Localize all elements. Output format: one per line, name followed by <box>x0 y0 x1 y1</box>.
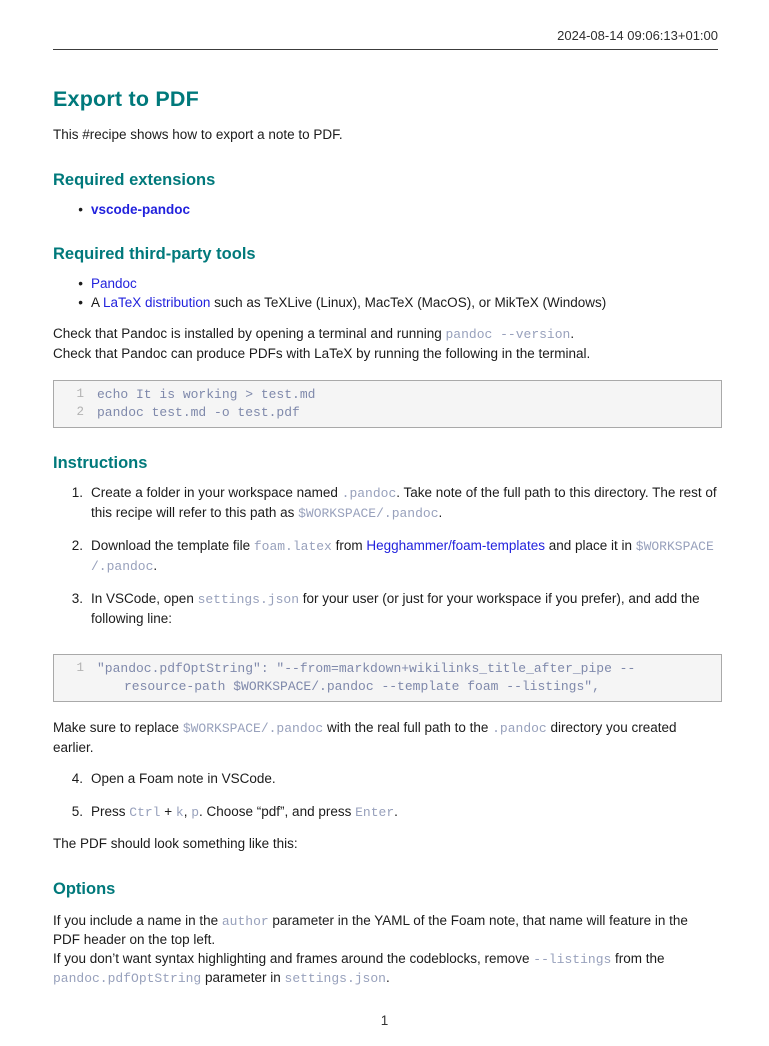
header-rule <box>53 49 718 50</box>
text-run: A <box>91 294 104 310</box>
instructions-list-continued <box>53 770 718 822</box>
instruction-step-5 <box>53 803 718 823</box>
code-text: "pandoc.pdfOptString": "--from=markdown+wikilinks_title_after_pipe -- <box>97 661 636 676</box>
text-run: This #recipe shows how to export a note to PDF. <box>53 127 343 142</box>
make-sure-paragraph <box>53 719 718 757</box>
step-text <box>91 484 718 523</box>
link-latex-distribution[interactable]: LaTeX distribution <box>103 294 211 310</box>
line-number: 2 <box>76 404 84 419</box>
bullet-icon: • <box>78 276 83 291</box>
text-run: from <box>331 538 367 553</box>
link-pandoc[interactable]: Pandoc <box>91 276 137 291</box>
instruction-step-1 <box>53 484 718 523</box>
step-text <box>91 770 718 789</box>
inline-code: pandoc.pdfOptString <box>53 971 202 986</box>
text-run: If you don’t want syntax highlighting and frames around the codeblocks, remove <box>53 950 534 966</box>
list-item-text <box>91 294 718 313</box>
list-item-text <box>91 201 718 220</box>
text-run: . <box>570 326 575 341</box>
options-paragraph <box>53 912 718 989</box>
inline-code: .pandoc <box>341 486 397 501</box>
inline-code: Enter <box>355 804 395 820</box>
inline-code: Ctrl <box>129 804 161 820</box>
list-item-text <box>91 275 718 294</box>
header-timestamp: 2024-08-14 09:06:13+01:00 <box>557 28 718 43</box>
text-run: Check that Pandoc can produce PDFs with LaTeX by running the following in the terminal. <box>53 345 591 361</box>
extensions-list <box>53 201 718 220</box>
list-item <box>53 275 718 294</box>
text-run: . <box>438 504 443 520</box>
text-run: Create a folder in your workspace named <box>91 485 342 500</box>
check-paragraph <box>53 325 718 363</box>
list-item <box>53 294 718 313</box>
line-number: 1 <box>76 661 84 675</box>
instruction-step-3 <box>53 590 718 628</box>
code-text: resource-path $WORKSPACE/.pandoc --template foam --listings", <box>124 678 600 694</box>
inline-code: author <box>221 913 269 929</box>
list-item <box>53 201 718 220</box>
step-number: 2. <box>71 538 83 553</box>
text-run: + <box>160 803 176 819</box>
page-content <box>53 28 718 1002</box>
inline-code: .pandoc <box>492 721 547 736</box>
text-run: such as TeXLive (Linux), MacTeX (MacOS), or MikTeX (Windows) <box>210 294 607 310</box>
text-run: for your user (or just for your workspace if you prefer), and add the following line: <box>91 591 700 626</box>
text-run: . <box>153 557 158 573</box>
inline-code: $WORKSPACE <box>635 539 714 554</box>
text-run: Make sure to replace <box>53 720 183 735</box>
bullet-icon: • <box>78 294 83 310</box>
text-run: . Take note of the full path to this directory. The rest of this recipe will refer to this path as <box>91 485 717 520</box>
text-run: directory you created earlier. <box>53 720 677 755</box>
section-heading-required-extensions: Required extensions <box>53 170 216 189</box>
inline-code: $WORKSPACE/.pandoc <box>298 505 439 521</box>
text-run: If you include a name in the <box>53 912 222 928</box>
text-run: parameter in <box>201 970 285 985</box>
text-run: and place it in <box>544 538 636 553</box>
section-heading-instructions: Instructions <box>53 454 148 472</box>
tools-list <box>53 275 718 312</box>
page-title: Export to PDF <box>53 87 199 111</box>
step-number: 5. <box>71 803 83 819</box>
link-foam-templates[interactable]: Hegghammer/foam-templates <box>366 538 545 553</box>
code-line-continuation <box>54 678 713 696</box>
text-run: In VSCode, open <box>91 591 198 606</box>
step-text <box>91 590 718 628</box>
inline-code: settings.json <box>284 971 386 986</box>
page-number: 1 <box>380 1013 389 1028</box>
instructions-list <box>53 484 718 628</box>
step-text <box>91 803 718 823</box>
bullet-icon: • <box>78 201 83 217</box>
text-run: The PDF should look something like this: <box>53 836 298 851</box>
step-number: 4. <box>71 771 83 786</box>
text-run: . <box>385 970 390 985</box>
step-text <box>91 537 763 576</box>
text-run: Press <box>91 803 130 819</box>
code-block-terminal-check <box>53 380 722 428</box>
instruction-step-4 <box>53 770 718 789</box>
inline-code: foam.latex <box>253 539 332 554</box>
code-line <box>54 660 713 678</box>
step-number: 3. <box>71 591 83 606</box>
text-run: Open a Foam note in VSCode. <box>91 771 276 786</box>
inline-code: pandoc --version <box>445 327 571 342</box>
text-run: Check that Pandoc is installed by opening a terminal and running <box>53 326 446 341</box>
text-run: Download the template file <box>91 538 254 553</box>
code-block-settings-json <box>53 654 722 702</box>
text-run: . Choose “pdf”, and press <box>199 803 356 819</box>
section-heading-options: Options <box>53 879 116 898</box>
inline-code: settings.json <box>197 592 299 607</box>
code-text: pandoc test.md -o test.pdf <box>97 404 300 420</box>
text-run: parameter in the YAML of the Foam note, that name will feature in the PDF header on the top left. <box>53 912 688 947</box>
inline-code: k <box>175 804 184 820</box>
inline-code: $WORKSPACE/.pandoc <box>182 721 324 736</box>
inline-code: p <box>191 804 200 820</box>
line-number <box>54 678 84 696</box>
instruction-step-2 <box>53 537 718 576</box>
intro-paragraph <box>53 126 718 145</box>
inline-code: /.pandoc <box>91 558 154 574</box>
text-run: with the real full path to the <box>323 720 493 735</box>
link-vscode-pandoc[interactable]: vscode-pandoc <box>91 201 191 217</box>
text-run: , <box>183 803 192 819</box>
step-number: 1. <box>71 485 83 500</box>
pdf-look-paragraph <box>53 835 718 854</box>
inline-code: --listings <box>533 951 612 967</box>
code-text: echo It is working > test.md <box>97 387 316 402</box>
text-run: . <box>394 803 398 819</box>
line-number: 1 <box>76 387 84 401</box>
code-line <box>54 386 713 404</box>
section-heading-required-third-party-tools: Required third-party tools <box>53 245 256 263</box>
code-line <box>54 404 713 422</box>
text-run: from the <box>611 950 665 966</box>
